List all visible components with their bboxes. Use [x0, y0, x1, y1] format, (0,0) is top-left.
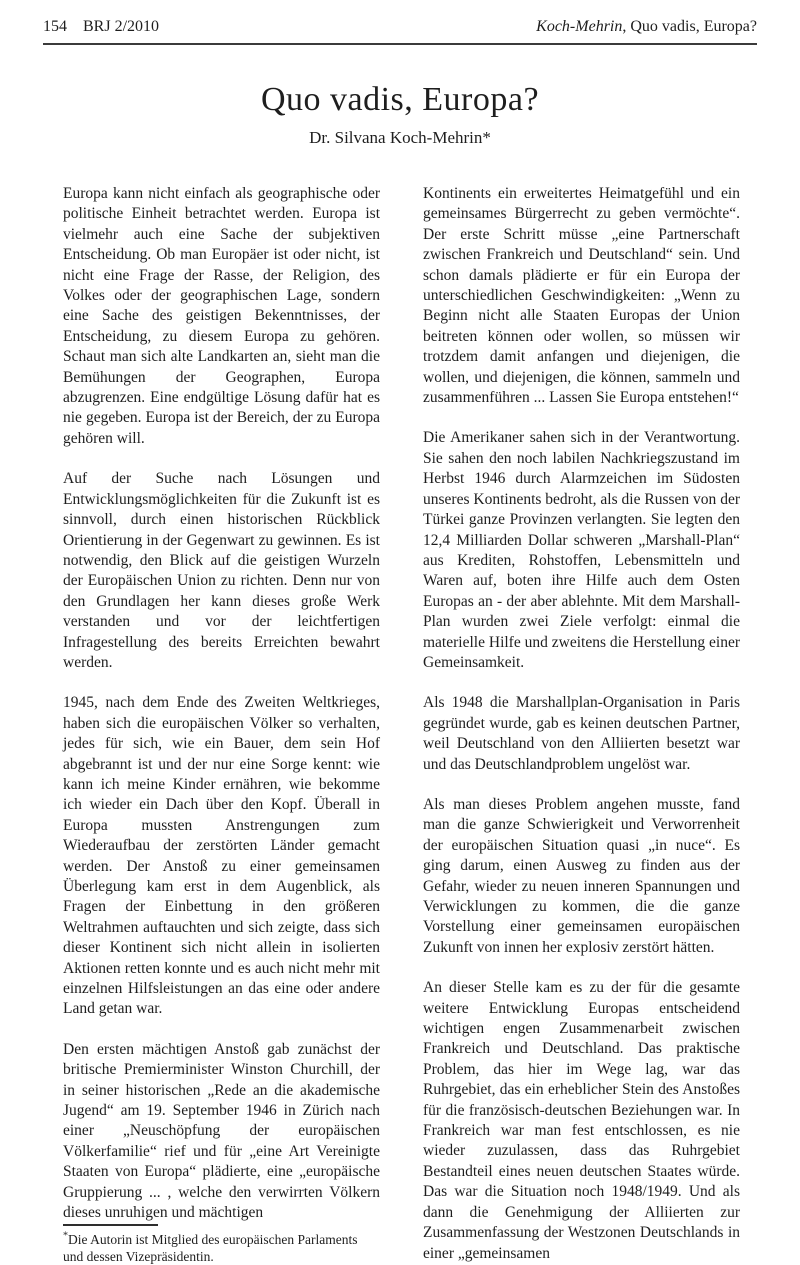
header-rule	[43, 43, 757, 45]
article-body	[63, 184, 740, 1264]
page-number: 154	[43, 18, 67, 35]
footnote-block	[63, 1224, 380, 1265]
paragraph: Als 1948 die Marshallplan-Organisation in Paris gegründet wurde, gab es keinen deutschen Partner, weil Deutschland von den Alliierten besetzt war und das Deutschlandproblem ungelöst war.	[423, 694, 740, 773]
journal-page	[0, 18, 800, 1264]
running-title: , Quo vadis, Europa?	[622, 18, 757, 35]
footnote-marker: *	[63, 1230, 68, 1241]
column-left	[63, 184, 380, 1264]
paragraph: Auf der Suche nach Lösungen und Entwicklungsmöglichkeiten für die Zukunft ist es sinnvoll, durch einen historischen Rückblick Orientierung in der Gegenwart zu gewinnen. Es ist notwendig, den Blick auf die geistigen Wurzeln der Europäischen Union zu richten. Denn nur von den Grundlagen her kann dieses große Werk verstanden und vor der leichtfertigen Infragestellung des bereits Erreichten bewahrt werden.	[63, 470, 380, 671]
paragraph: Europa kann nicht einfach als geographische oder politische Einheit betrachtet werden. Europa ist vielmehr auch eine Sache der subjektiven Entscheidung. Ob man Europäer ist oder nicht, ist nicht eine Frage der Rasse, der Religion, des Volkes oder der geographischen Lage, sondern eine Sache des geistigen Bekenntnisses, der Entscheidung, zu diesem Europa zu gehören. Schaut man sich alte Landkarten an, sieht man die Bemühungen der Geographen, Europa abzugrenzen. Eine endgültige Lösung dafür hat es nie gegeben. Europa ist der Bereich, der zu Europa gehören will.	[63, 185, 380, 447]
running-author: Koch-Mehrin	[536, 18, 623, 35]
footnote-text: Die Autorin ist Mitglied des europäischen Parlaments und dessen Vizepräsidentin.	[63, 1231, 358, 1264]
footnote	[63, 1231, 380, 1265]
article-title: Quo vadis, Europa?	[260, 81, 540, 118]
paragraph: An dieser Stelle kam es zu der für die gesamte weitere Entwicklung Europas entscheidend wichtigen engen Zusammenarbeit zwischen Frankreich und Deutschland. Das praktische Problem, das hier im Wege lag, war das Ruhrgebiet, das ein erheblicher Stein des Anstoßes für die französisch-deutschen Beziehungen war. In Frankreich war man fest entschlossen, es nie wieder zuzulassen, dass das Ruhrgebiet Bestandteil eines neuen deutschen Staates würde. Das war die Situation noch 1948/1949. Und als dann die Genehmigung der Alliierten zur Zusammenfassung der Westzonen Deutschlands in einer „gemeinsamen	[423, 979, 740, 1262]
running-head-left	[43, 18, 159, 36]
paragraph: Die Amerikaner sahen sich in der Verantwortung. Sie sahen den noch labilen Nachkriegszustand im Herbst 1946 durch Alarmzeichen im Südosten unseres Kontinents bedroht, als die Russen von der Türkei ganze Provinzen verlangten. Sie legten den 12,4 Milliarden Dollar schweren „Marshall-Plan“ aus Krediten, Rohstoffen, Lebensmitteln und Waren auf, boten ihre Hilfe auch dem Osten Europas an - der aber ablehnte. Mit dem Marshall-Plan wurden zwei Ziele verfolgt: einmal die materielle Hilfe und zweitens die Herstellung einer Gemeinsamkeit.	[423, 429, 740, 671]
paragraph: Kontinents ein erweitertes Heimatgefühl und ein gemeinsames Bürgerrecht zu geben vermöchte“. Der erste Schritt müsse „eine Partnerschaft zwischen Frankreich und Deutschland“ sein. Und schon damals plädierte er für ein Europa der unterschiedlichen Geschwindigkeiten: „Wenn zu Beginn nicht alle Staaten Europas der Union beitreten können oder wollen, so müssen wir trotzdem damit anfangen und diejenigen, die wollen, und diejenigen, die können, sammeln und zusammenführen ... Lassen Sie Europa entstehen!“	[423, 185, 740, 407]
footnote-rule	[63, 1224, 158, 1226]
paragraph: Den ersten mächtigen Anstoß gab zunächst der britische Premierminister Winston Churchill, der in seiner historischen „Rede an die akademische Jugend“ am 19. September 1946 in Zürich nach einer „Neuschöpfung der europäischen Völkerfamilie“ rief und für „eine Art Vereinigte Staaten von Europa“ plädierte, eine „europäische Gruppierung ... , welche den verwirrten Völkern dieses unruhigen und mächtigen	[63, 1040, 380, 1222]
journal-reference: BRJ 2/2010	[83, 18, 160, 35]
running-head-right	[536, 18, 757, 36]
title-block	[0, 81, 800, 148]
paragraph: Als man dieses Problem angehen musste, fand man die ganze Schwierigkeit und Verworrenheit der europäischen Situation quasi „in nuce“. Es ging darum, einen Ausweg zu finden aus der Gefahr, wieder zu neuen inneren Spannungen und Verwicklungen zu kommen, die die ganze Vorstellung einer gemeinsamen europäischen Zukunft von innen her explosiv zerstört hätten.	[423, 795, 740, 956]
running-head	[43, 18, 757, 36]
article-byline: Dr. Silvana Koch-Mehrin*	[309, 128, 491, 147]
paragraph: 1945, nach dem Ende des Zweiten Weltkrieges, haben sich die europäischen Völker so verhalten, jedes für sich, wie ein Bauer, dem sein Hof abgebrannt ist und der nur eine Sorge kennt: wie kann ich meine Kinder ernähren, wie bekomme ich wieder ein Dach über den Kopf. Überall in Europa mussten Anstrengungen zum Wiederaufbau der zerstörten Länder gemacht werden. Der Anstoß zu einer gemeinsamen Überlegung kam erst in dem Augenblick, als Fragen der Einbettung in den größeren Weltrahmen auftauchten und sich zeigte, dass sich dieser Kontinent sich nicht allein in isolierten Aktionen retten konnte und es auch nicht mehr mit einzelnen Hilfsleistungen an das eine oder andere Land getan war.	[63, 694, 380, 1018]
column-right	[423, 184, 740, 1262]
